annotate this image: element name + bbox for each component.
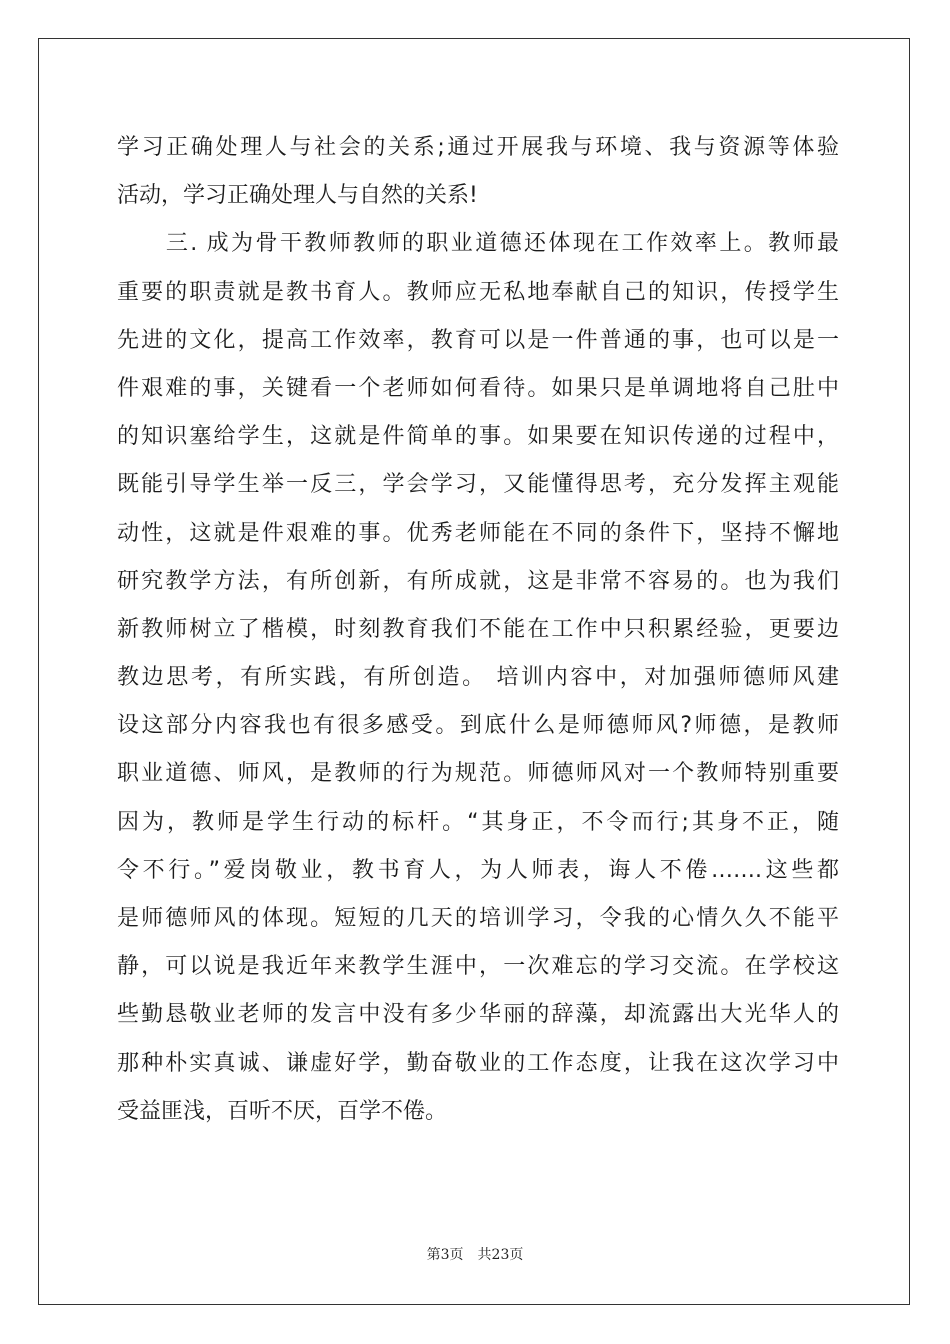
text-line: 学习正确处理人与社会的关系;通过开展我与环境、我与资源等体验 [117, 135, 839, 160]
total-page-count: 共23页 [477, 1247, 524, 1263]
text-line: 些勤恳敬业老师的发言中没有多少华丽的辞藻，却流露出大光华人的 [117, 1002, 839, 1028]
text-line: 的知识塞给学生，这就是件简单的事。如果要在知识传递的过程中， [117, 424, 839, 450]
current-page-number: 第3页 [426, 1247, 464, 1263]
text-line: 新教师树立了楷模，时刻教育我们不能在工作中只积累经验，更要边 [117, 616, 839, 642]
text-line: 设这部分内容我也有很多感受。到底什么是师德师风?师德，是教师 [117, 713, 839, 739]
text-line: 受益匪浅，百听不厌，百学不倦。 [117, 1098, 448, 1124]
text-line: 三. 成为骨干教师教师的职业道德还体现在工作效率上。教师最 [117, 231, 839, 257]
text-line: 重要的职责就是教书育人。教师应无私地奉献自己的知识，传授学生 [117, 279, 839, 305]
text-line: 静，可以说是我近年来教学生涯中，一次难忘的学习交流。在学校这 [117, 954, 839, 980]
text-line: 件艰难的事，关键看一个老师如何看待。如果只是单调地将自己肚中 [117, 375, 839, 401]
text-line: 是师德师风的体现。短短的几天的培训学习，令我的心情久久不能平 [117, 906, 839, 931]
text-line: 令不行。”爱岗敬业，教书育人，为人师表，诲人不倦…….这些都 [117, 857, 839, 883]
page-footer [0, 1244, 950, 1264]
text-line: 既能引导学生举一反三，学会学习，又能懂得思考，充分发挥主观能 [117, 472, 839, 498]
document-body [117, 124, 839, 1136]
text-line: 先进的文化，提高工作效率，教育可以是一件普通的事，也可以是一 [117, 327, 839, 353]
text-line: 动性，这就是件艰难的事。优秀老师能在不同的条件下，坚持不懈地 [117, 520, 839, 546]
text-line: 那种朴实真诚、谦虚好学，勤奋敬业的工作态度，让我在这次学习中 [117, 1050, 839, 1076]
text-line: 职业道德、师风，是教师的行为规范。师德师风对一个教师特别重要 [117, 761, 839, 787]
text-line: 研究教学方法，有所创新，有所成就，这是非常不容易的。也为我们 [117, 568, 839, 594]
text-line: 活动，学习正确处理人与自然的关系! [117, 183, 478, 209]
text-line: 因为，教师是学生行动的标杆。“其身正，不令而行;其身不正，随 [117, 809, 839, 835]
text-line: 教边思考，有所实践，有所创造。 培训内容中，对加强师德师风建 [117, 665, 839, 691]
